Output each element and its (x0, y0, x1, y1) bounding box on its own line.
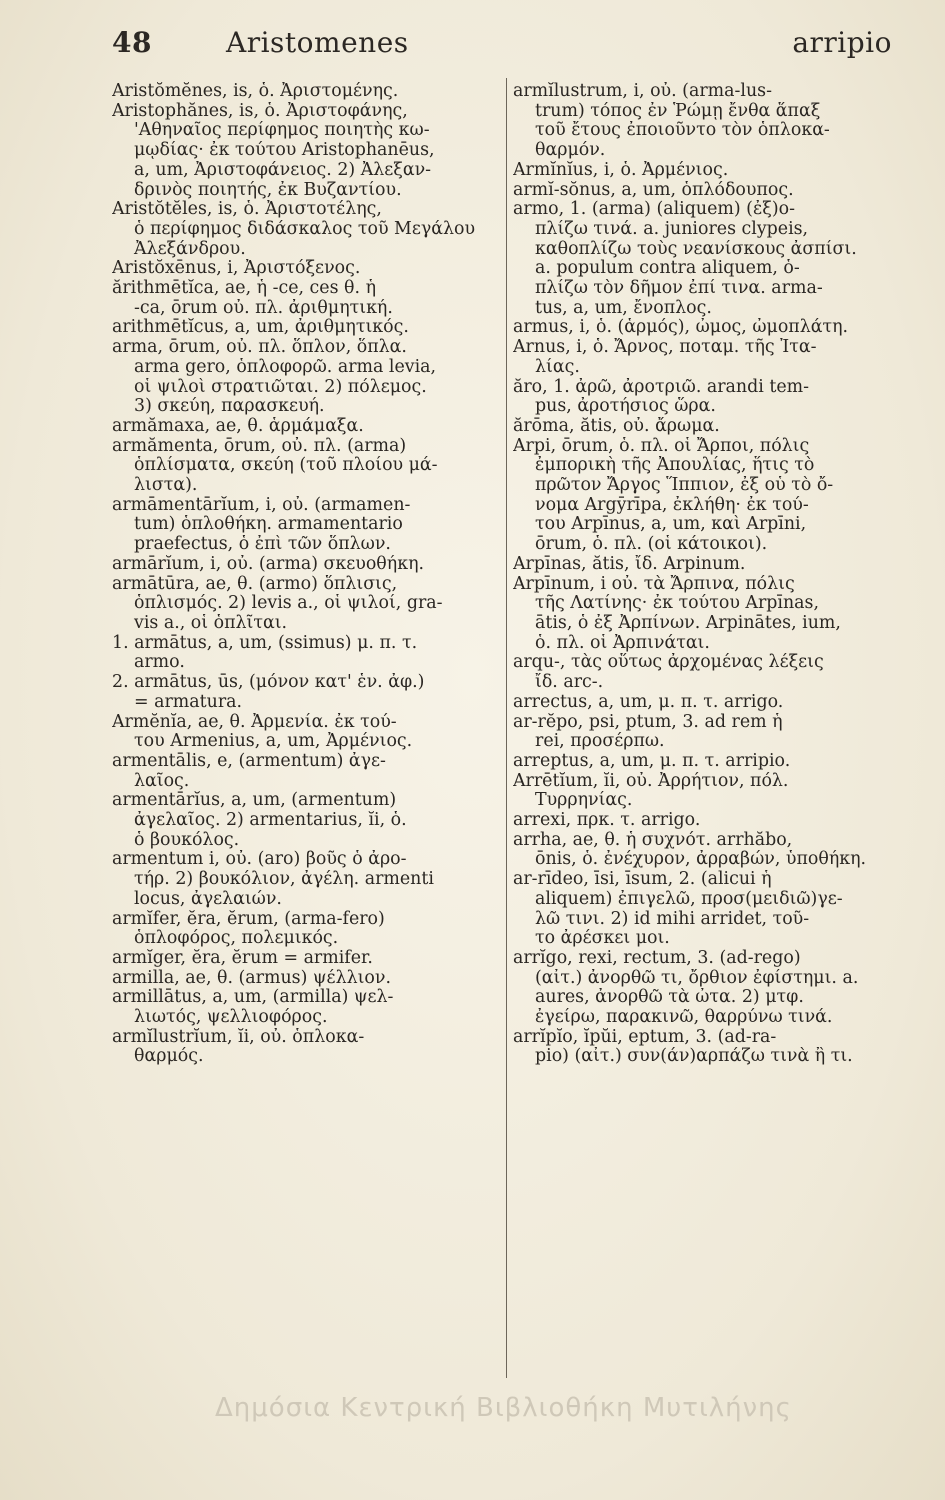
dictionary-line: tum) ὁπλοθήκη. armamentario (134, 515, 403, 535)
dictionary-line: arrha, ae, θ. ἡ συχνότ. arrhăbo, (513, 830, 793, 850)
dictionary-line: arma gero, ὁπλοφορῶ. arma levia, (134, 357, 437, 377)
dictionary-line: Arnus, i, ὁ. Ἄρνος, ποταμ. τῆς Ἰτα- (513, 338, 817, 358)
dictionary-line: το ἀρέσκει μοι. (535, 929, 670, 949)
page-number: 48 (112, 26, 152, 59)
dictionary-line: Ἀλεξάνδρου. (134, 239, 246, 259)
library-watermark: Δημόσια Κεντρική Βιβλιοθήκη Μυτιλήνης (215, 1393, 792, 1423)
dictionary-line: 'Αθηναῖος περίφημος ποιητὴς κω- (134, 121, 430, 141)
dictionary-line: 3) σκεύη, παρασκευή. (134, 397, 325, 417)
dictionary-line: ὁπλίσματα, σκεύη (τοῦ πλοίου μά- (134, 456, 438, 476)
dictionary-line: ar-rĕpo, psi, ptum, 3. ad rem ἡ (513, 712, 783, 732)
dictionary-line: ἀγελαῖος. 2) armentarius, ĭi, ὁ. (134, 811, 407, 831)
dictionary-line: armentum i, οὐ. (aro) βοῦς ὁ ἀρο- (112, 850, 407, 870)
dictionary-line: ōnis, ὁ. ἐνέχυρον, ἀρραβών, ὑποθήκη. (535, 850, 867, 870)
dictionary-line: arreptus, a, um, μ. π. τ. arripio. (513, 751, 791, 771)
dictionary-line: armĭlustrum, i, οὐ. (arma-lus- (513, 82, 772, 101)
dictionary-line: -ca, ōrum οὐ. πλ. ἀριθμητική. (134, 298, 393, 318)
dictionary-line: τήρ. 2) βουκόλιον, ἀγέλη. armenti (134, 870, 434, 890)
dictionary-line: ōrum, ὁ. πλ. (οἱ κάτοικοι). (535, 535, 768, 555)
dictionary-line: οἱ ψιλοὶ στρατιῶται. 2) πόλεμος. (134, 377, 427, 397)
dictionary-line: armāmentārĭum, i, οὐ. (armamen- (112, 495, 411, 515)
dictionary-line: πλίζω τινά. a. juniores clypeis, (535, 219, 809, 239)
dictionary-line: pio) (αἰτ.) συν(άν)αρπάζω τινὰ ἢ τι. (535, 1047, 853, 1067)
dictionary-line: λαῖος. (134, 771, 190, 791)
dictionary-line: λίας. (535, 357, 580, 377)
dictionary-line: ăro, 1. ἀρῶ, ἀροτριῶ. arandi tem- (513, 377, 809, 397)
dictionary-line: pus, ἀροτήσιος ὥρα. (535, 397, 716, 417)
dictionary-line: ărōma, ătis, οὐ. ἄρωμα. (513, 416, 720, 436)
dictionary-line: ărithmētĭca, ae, ἡ -ce, ces θ. ἡ (112, 279, 376, 299)
dictionary-line: ὁπλοφόρος, πολεμικός. (134, 929, 339, 949)
dictionary-line: rei, προσέρπω. (535, 732, 665, 752)
dictionary-line: armĭger, ĕra, ĕrum = armifer. (112, 948, 373, 968)
dictionary-line: ἐμπορικὴ τῆς Ἀπουλίας, ἥτις τὸ (535, 456, 815, 476)
dictionary-line: του Armenius, a, um, Ἀρμένιος. (134, 732, 413, 752)
dictionary-line: τῆς Λατίνης· ἐκ τούτου Arpīnas, (535, 594, 820, 614)
dictionary-line: ὁ βουκόλος. (134, 830, 240, 850)
right-guide-word: arripio (792, 26, 892, 59)
dictionary-line: ar-rīdeo, īsi, īsum, 2. (alicui ἡ (513, 870, 772, 890)
dictionary-line: arqu-, τὰς οὕτως ἀρχομένας λέξεις (513, 653, 824, 673)
dictionary-line: = armatura. (134, 692, 243, 712)
dictionary-line: a. populum contra aliquem, ὁ- (535, 259, 800, 279)
dictionary-line: Armĭnĭus, i, ὁ. Ἀρμένιος. (513, 160, 729, 180)
dictionary-line: Τυρρηνίας. (535, 791, 633, 811)
dictionary-line: ἐγείρω, παρακινῶ, θαρρύνω τινά. (535, 1008, 833, 1028)
dictionary-line: aliquem) ἐπιγελῶ, προσ(μειδιῶ)γε- (535, 889, 843, 909)
dictionary-line: arrexi, πρκ. τ. arrigo. (513, 811, 701, 831)
dictionary-line: 1. armātus, a, um, (ssimus) μ. π. τ. (112, 633, 418, 653)
dictionary-line: armus, i, ὁ. (ἁρμός), ὦμος, ὠμοπλάτη. (513, 318, 849, 338)
dictionary-line: νομα Argȳrīpa, ἐκλήθη· ἐκ τού- (535, 495, 809, 515)
dictionary-line: vis a., οἱ ὁπλῖται. (134, 613, 288, 633)
dictionary-line: armĭ-sŏnus, a, um, ὁπλόδουπος. (513, 180, 794, 200)
dictionary-line: armātūra, ae, θ. (armo) ὅπλισις, (112, 574, 398, 594)
dictionary-line: 2. armātus, ūs, (μόνον κατ' ἑν. ἀφ.) (112, 673, 425, 693)
dictionary-line: a, um, Ἀριστοφάνειος. 2) Ἀλεξαν- (134, 160, 432, 180)
dictionary-line: Aristŏmĕnes, is, ὁ. Ἀριστομένης. (112, 82, 399, 101)
dictionary-line: praefectus, ὁ ἐπὶ τῶν ὅπλων. (134, 535, 391, 555)
dictionary-line: locus, ἀγελαιών. (134, 889, 282, 909)
dictionary-line: Aristŏxēnus, i, Ἀριστόξενος. (112, 259, 361, 279)
dictionary-line: armo, 1. (arma) (aliquem) (ἐξ)ο- (513, 200, 795, 220)
dictionary-line: armămenta, ōrum, οὐ. πλ. (arma) (112, 436, 407, 456)
dictionary-line: πρῶτον Ἄργος Ἵππιον, ἐξ οὗ τὸ ὄ- (535, 476, 834, 496)
dictionary-line: Arpīnum, i οὐ. τὰ Ἄρπινα, πόλις (513, 574, 795, 594)
dictionary-line: πλίζω τὸν δῆμον ἐπί τινα. arma- (535, 279, 823, 299)
dictionary-line: του Arpīnus, a, um, καὶ Arpīni, (535, 515, 807, 535)
right-column (513, 82, 905, 1400)
dictionary-line: Arpi, ōrum, ὁ. πλ. οἱ Ἄρποι, πόλις (513, 436, 810, 456)
dictionary-line: τοῦ ἔτους ἐποιοῦντο τὸν ὁπλοκα- (535, 121, 830, 141)
dictionary-line: armo. (134, 653, 185, 673)
dictionary-line: θαρμός. (134, 1047, 204, 1067)
left-guide-word: Aristomenes (226, 26, 409, 59)
dictionary-line: Armĕnĭa, ae, θ. Ἀρμενία. ἐκ τού- (112, 712, 397, 732)
dictionary-line: λιστα). (134, 476, 198, 496)
left-column (112, 82, 502, 1400)
dictionary-line: ὁ. πλ. οἱ Ἀρπινάται. (535, 633, 710, 653)
dictionary-line: ὁ περίφημος διδάσκαλος τοῦ Μεγάλου (134, 219, 476, 239)
dictionary-line: arithmētĭcus, a, um, ἀριθμητικός. (112, 318, 409, 338)
dictionary-line: armĭlustrĭum, ĭi, οὐ. ὁπλοκα- (112, 1027, 365, 1047)
dictionary-line: λῶ τινι. 2) id mihi arridet, τοῦ- (535, 909, 810, 929)
dictionary-line: armentālis, e, (armentum) ἀγε- (112, 751, 386, 771)
dictionary-line: Aristophănes, is, ὁ. Ἀριστοφάνης, (112, 101, 408, 121)
dictionary-line: armillātus, a, um, (armilla) ψελ- (112, 988, 394, 1008)
dictionary-line: Arrētĭum, ĭi, οὐ. Ἀρρήτιον, πόλ. (513, 771, 789, 791)
dictionary-line: (αἰτ.) ἀνορθῶ τι, ὄρθιον ἐφίστημι. a. (535, 968, 859, 988)
dictionary-line: μῳδίας· ἐκ τούτου Aristophanēus, (134, 141, 435, 161)
column-divider (506, 78, 507, 1378)
dictionary-line: armārĭum, i, οὐ. (arma) σκευοθήκη. (112, 554, 425, 574)
dictionary-line: armămaxa, ae, θ. ἁρμάμαξα. (112, 416, 364, 436)
dictionary-line: arrĭpĭo, ĭpŭi, eptum, 3. (ad-ra- (513, 1027, 777, 1047)
dictionary-line: Aristŏtĕles, is, ὁ. Ἀριστοτέλης, (112, 200, 382, 220)
dictionary-line: λιωτός, ψελλιοφόρος. (134, 1008, 328, 1028)
dictionary-line: arrĭgo, rexi, rectum, 3. (ad-rego) (513, 948, 801, 968)
dictionary-line: armĭfer, ĕra, ĕrum, (arma-fero) (112, 909, 385, 929)
dictionary-line: καθοπλίζω τοὺς νεανίσκους ἀσπίσι. (535, 239, 857, 259)
dictionary-line: ὁπλισμός. 2) levis a., οἱ ψιλοί, gra- (134, 594, 443, 614)
dictionary-line: armentārĭus, a, um, (armentum) (112, 791, 397, 811)
dictionary-line: tus, a, um, ἔνοπλος. (535, 298, 712, 318)
dictionary-line: θαρμόν. (535, 141, 606, 161)
dictionary-line: armilla, ae, θ. (armus) ψέλλιον. (112, 968, 391, 988)
running-header (112, 26, 902, 76)
dictionary-line: ātis, ὁ ἐξ Ἀρπίνων. Arpinātes, ium, (535, 613, 841, 633)
dictionary-line: ἴδ. arc-. (535, 673, 604, 693)
dictionary-line: Arpīnas, ătis, ἴδ. Arpinum. (513, 554, 746, 574)
dictionary-line: arrectus, a, um, μ. π. τ. arrigo. (513, 692, 784, 712)
dictionary-line: trum) τόπος ἐν Ῥώμῃ ἔνθα ἅπαξ (535, 101, 821, 121)
dictionary-line: δρινὸς ποιητής, ἐκ Βυζαντίου. (134, 180, 402, 200)
dictionary-line: arma, ōrum, οὐ. πλ. ὅπλον, ὅπλα. (112, 338, 407, 358)
dictionary-line: aures, ἀνορθῶ τὰ ὦτα. 2) μτφ. (535, 988, 804, 1008)
